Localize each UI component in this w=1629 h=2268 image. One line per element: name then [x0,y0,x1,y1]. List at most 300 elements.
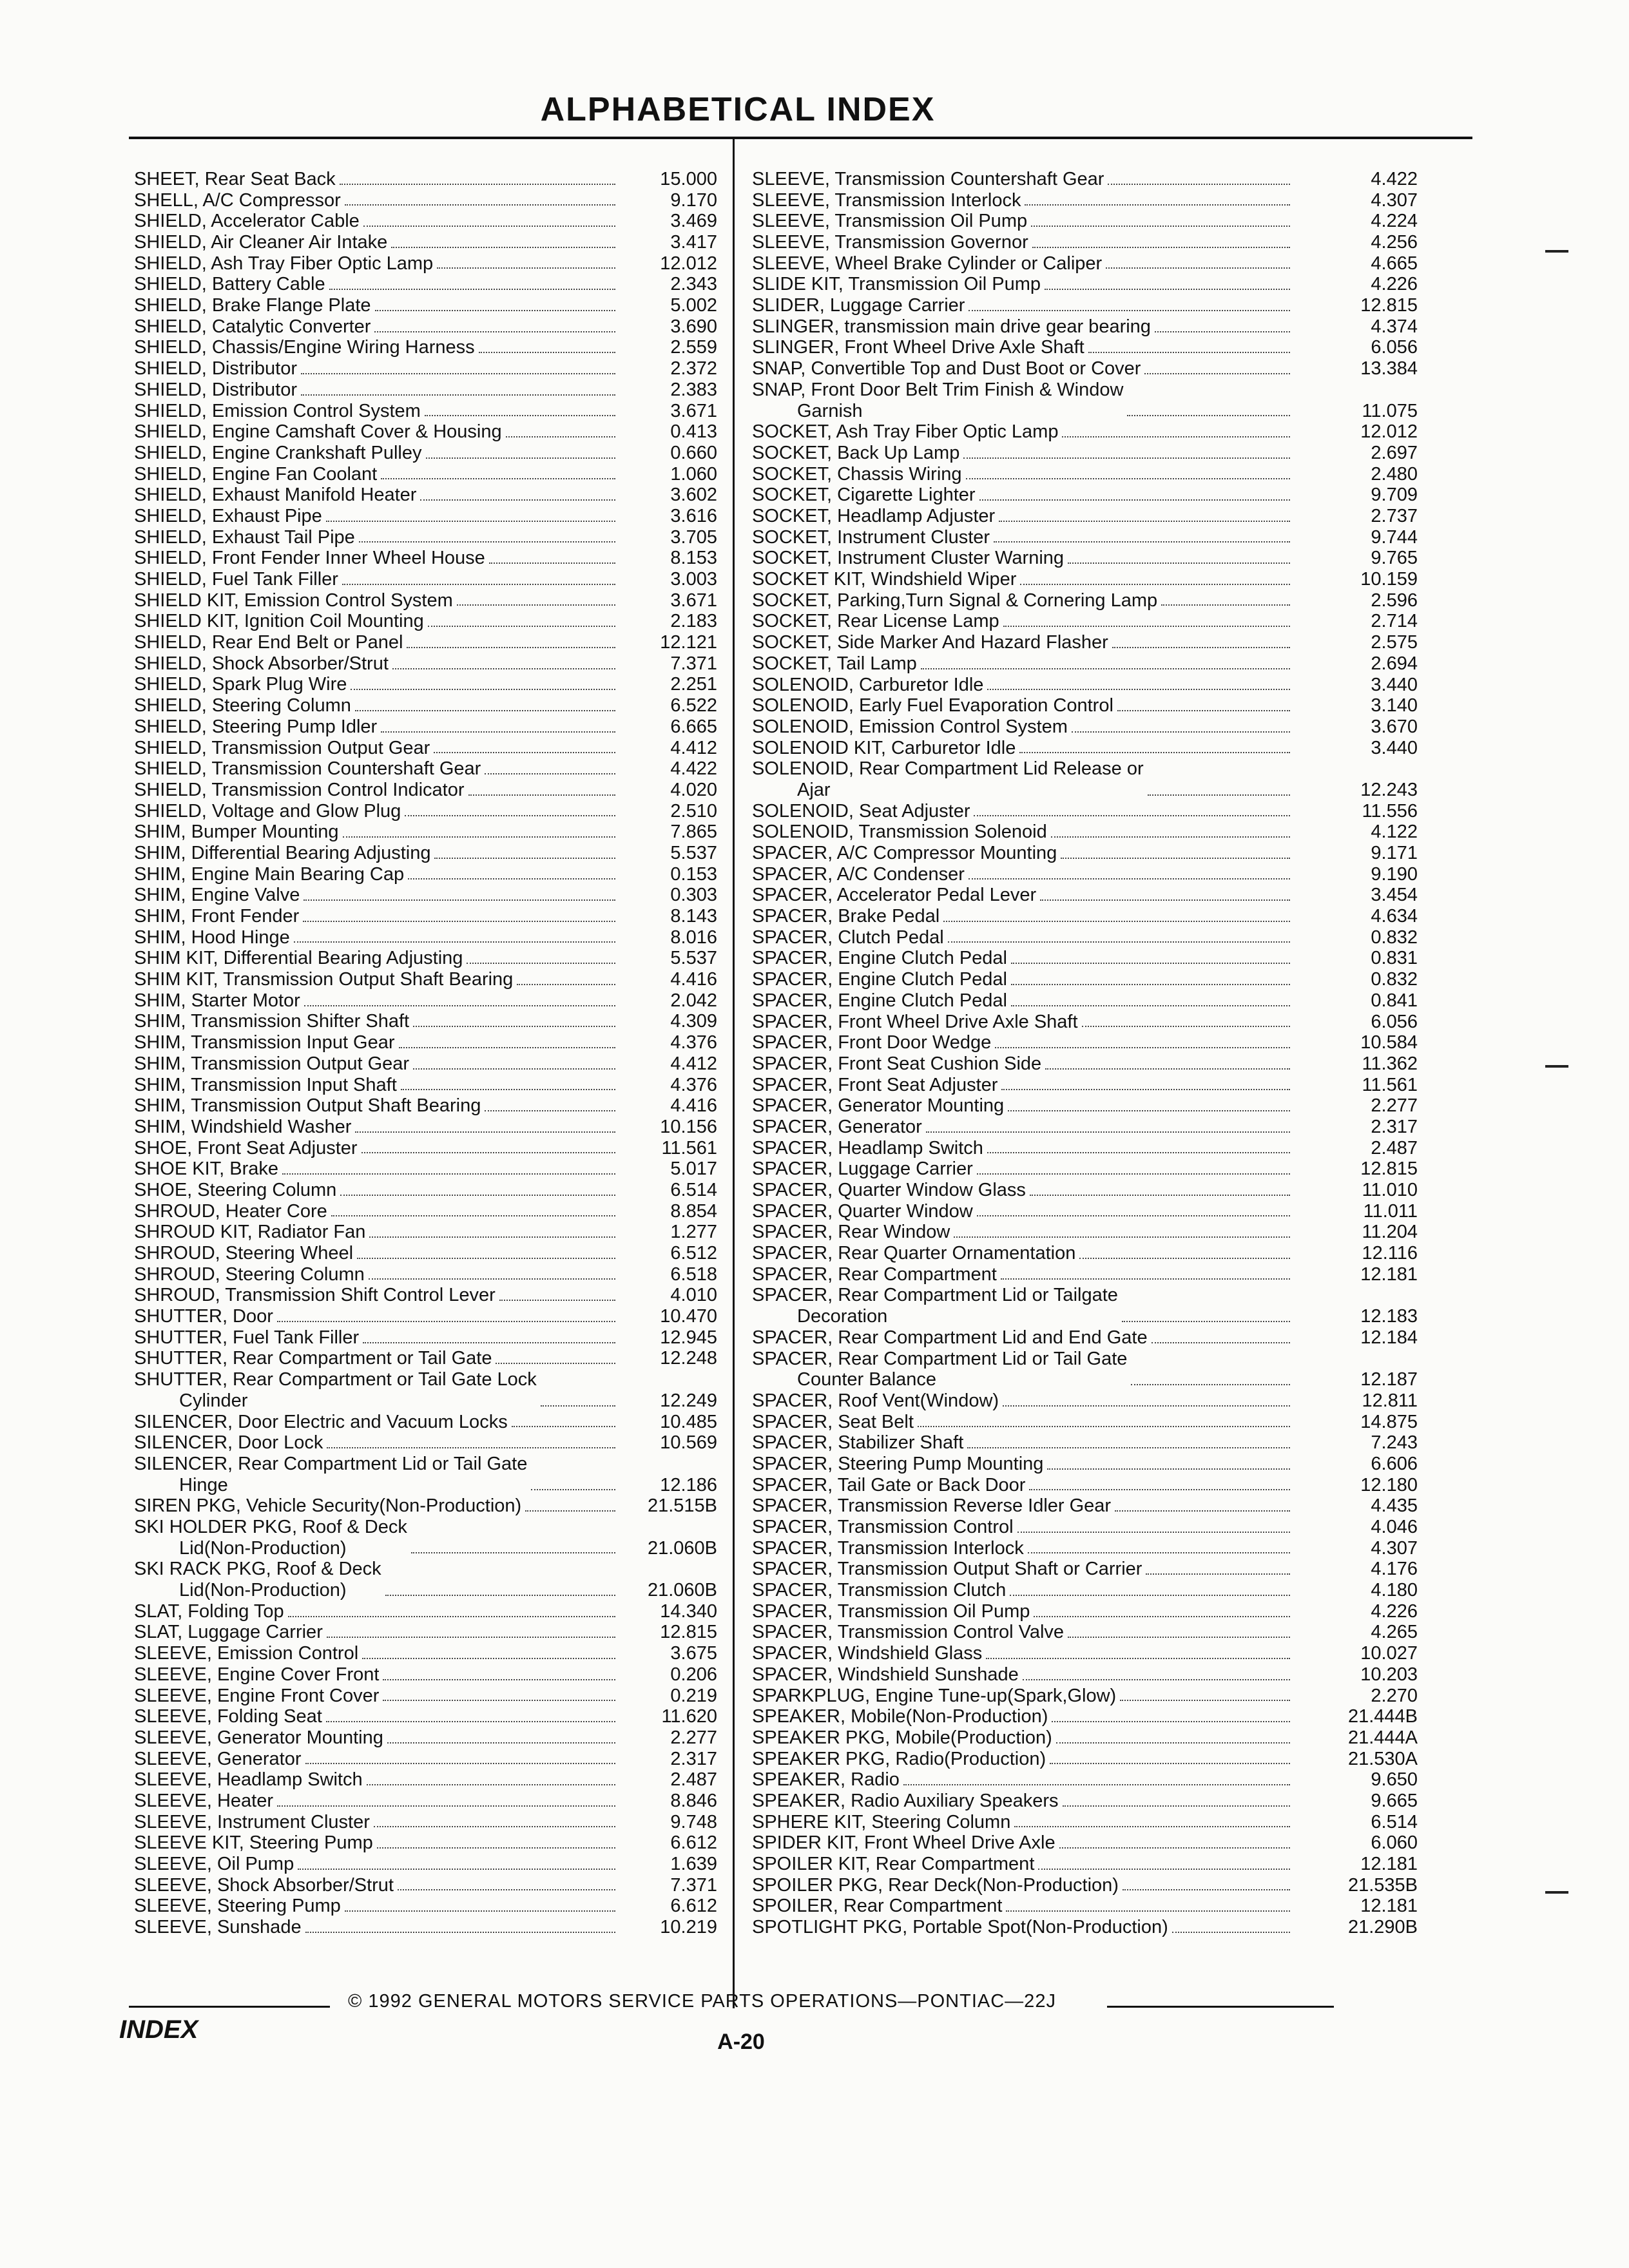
entry-name: SPOILER, Rear Compartment [752,1896,1003,1917]
index-entry [752,927,1418,948]
entry-page-ref: 9.650 [1371,1769,1418,1791]
index-entry [752,1432,1418,1454]
dot-leader [499,1300,615,1301]
dot-leader [357,1258,615,1259]
dot-leader [401,1089,615,1090]
index-entry [134,485,717,506]
dot-leader [1131,1384,1290,1385]
entry-page-ref: 0.206 [670,1664,717,1685]
entry-name: SHIM, Transmission Shifter Shaft [134,1011,410,1032]
entry-page-ref: 13.384 [1360,358,1418,380]
index-entry [752,1832,1418,1854]
index-entry [752,1791,1418,1812]
entry-page-ref: 0.219 [670,1685,717,1706]
dot-leader [305,1932,615,1933]
entry-page-ref: 12.012 [1360,421,1418,443]
index-entry [752,1285,1418,1327]
entry-name: SLEEVE, Shock Absorber/Strut [134,1874,394,1896]
entry-page-ref: 3.454 [1371,885,1418,906]
index-entry [752,548,1418,569]
entry-page-ref: 6.060 [1371,1832,1418,1854]
dot-leader [411,1552,615,1553]
entry-name: SOCKET, Side Marker And Hazard Flasher [752,632,1108,653]
entry-page-ref: 6.612 [670,1832,717,1854]
entry-page-ref: 4.122 [1371,822,1418,843]
entry-page-ref: 10.569 [660,1432,717,1454]
dot-leader [1108,184,1290,185]
index-entry [752,1875,1418,1896]
entry-name: SHIELD, Exhaust Manifold Heater [134,485,417,506]
entry-page-ref: 2.487 [670,1769,717,1791]
index-entry [752,1706,1418,1727]
entry-name: SHIELD, Ash Tray Fiber Optic Lamp [134,253,434,274]
entry-name: SPACER, Engine Clutch Pedal [752,990,1008,1011]
dot-leader [304,1005,615,1006]
dot-leader [531,1489,615,1490]
index-entry [752,843,1418,864]
dot-leader [994,541,1290,543]
index-entry [752,380,1418,421]
dot-leader [987,1152,1290,1153]
margin-tick [1545,1891,1568,1894]
dot-leader [468,794,615,796]
dot-leader [301,373,615,374]
entry-name: SILENCER, Door Lock [134,1432,323,1454]
dot-leader [345,204,615,206]
index-entry [752,211,1418,232]
entry-page-ref: 6.056 [1371,1011,1418,1032]
index-entry [134,295,717,316]
dot-leader [489,562,615,564]
dot-leader [943,921,1290,922]
entry-name [134,1559,381,1600]
entry-page-ref: 4.376 [670,1074,717,1095]
entry-page-ref: 10.584 [1360,1032,1418,1053]
index-entry [134,1158,717,1180]
dot-leader [428,626,615,627]
dot-leader [1068,1637,1290,1638]
index-column-right [752,169,1418,1938]
column-divider [733,137,735,2008]
index-entry [134,1727,717,1749]
dot-leader [1072,731,1290,733]
entry-page-ref: 6.056 [1371,337,1418,358]
entry-name: SHIELD, Front Fender Inner Wheel House [134,548,485,569]
dot-leader [1034,1616,1290,1617]
entry-page-ref: 15.000 [660,168,717,189]
entry-page-ref: 4.046 [1371,1517,1418,1538]
entry-page-ref: 9.744 [1371,526,1418,548]
dot-leader [496,1363,615,1364]
entry-name: SLEEVE, Generator [134,1748,302,1769]
entry-page-ref: 6.518 [670,1264,717,1285]
entry-page-ref: 3.602 [670,485,717,506]
dot-leader [387,1742,615,1744]
dot-leader [282,1173,615,1175]
entry-name: SHIM KIT, Transmission Output Shaft Bearing [134,969,514,990]
dot-leader [1045,1068,1290,1070]
entry-name [752,1349,1127,1390]
entry-page-ref: 21.515B [647,1495,717,1517]
index-entry [752,885,1418,906]
entry-page-ref: 0.153 [670,863,717,885]
entry-page-ref: 1.277 [670,1222,717,1243]
entry-page-ref: 12.121 [660,632,717,653]
dot-leader [407,647,615,648]
index-entry [134,1643,717,1664]
index-entry [134,464,717,485]
entry-name: SHIM, Differential Bearing Adjusting [134,842,431,863]
entry-name: SOCKET, Headlamp Adjuster [752,506,996,526]
entry-page-ref: 3.440 [1371,737,1418,758]
entry-name: SHIELD, Shock Absorber/Strut [134,653,389,674]
entry-page-ref: 3.469 [670,211,717,232]
index-entry [134,338,717,359]
entry-page-ref: 4.020 [670,779,717,800]
entry-name: SPACER, Windshield Glass [752,1643,983,1664]
index-entry [134,1327,717,1349]
entry-name: SOCKET, Instrument Cluster Warning [752,548,1065,569]
entry-page-ref: 10.156 [660,1116,717,1137]
dot-leader [969,878,1290,879]
entry-name: SHOE, Front Seat Adjuster [134,1137,358,1158]
entry-page-ref: 4.634 [1371,906,1418,927]
dot-leader [1010,1595,1290,1596]
entry-name: SLEEVE KIT, Steering Pump [134,1832,373,1854]
entry-page-ref: 2.596 [1371,590,1418,611]
index-entry [752,758,1418,800]
entry-page-ref: 12.186 [660,1474,717,1495]
entry-page-ref: 8.016 [670,927,717,948]
index-entry [134,611,717,632]
dot-leader [517,984,615,985]
entry-name: SLINGER, Front Wheel Drive Axle Shaft [752,337,1084,358]
index-entry [752,1495,1418,1517]
dot-leader [327,1637,615,1638]
entry-name: SOCKET, Ash Tray Fiber Optic Lamp [752,421,1059,443]
dot-leader [363,226,615,227]
dot-leader [977,1215,1290,1216]
entry-name: SPACER, Rear Compartment [752,1264,997,1285]
index-entry [134,1664,717,1686]
index-entry [752,527,1418,548]
dot-leader [355,710,615,711]
entry-page-ref: 9.665 [1371,1790,1418,1811]
entry-name [134,1517,407,1559]
entry-name: SOCKET, Instrument Cluster [752,526,990,548]
index-entry [134,695,717,716]
dot-leader [1011,963,1290,964]
entry-page-ref: 0.413 [670,421,717,443]
entry-page-ref: 21.530A [1347,1748,1418,1769]
entry-name: SHOE KIT, Brake [134,1158,279,1180]
page-number: A-20 [717,2030,765,2054]
dot-leader [1148,794,1290,796]
entry-page-ref: 2.714 [1371,611,1418,632]
index-entry [134,590,717,611]
entry-page-ref: 2.383 [670,379,717,400]
entry-name: SHIELD, Battery Cable [134,274,325,295]
entry-page-ref: 12.116 [1362,1243,1418,1264]
entry-name: SPACER, Transmission Reverse Idler Gear [752,1495,1112,1517]
entry-page-ref: 3.440 [1371,674,1418,695]
entry-name: SPOTLIGHT PKG, Portable Spot(Non-Production) [752,1917,1168,1938]
entry-page-ref: 12.187 [1360,1369,1418,1390]
entry-name: SPACER, Rear Quarter Ornamentation [752,1243,1076,1264]
entry-name: SPACER, Front Seat Adjuster [752,1074,998,1095]
index-entry [134,316,717,338]
entry-name: SPACER, Stabilizer Shaft [752,1432,964,1454]
entry-name: SILENCER, Door Electric and Vacuum Locks [134,1411,508,1432]
dot-leader [918,1426,1290,1427]
index-entry [752,338,1418,359]
entry-name: SHIELD, Accelerator Cable [134,211,360,232]
dot-leader [1011,984,1290,985]
index-entry [752,969,1418,990]
entry-page-ref: 0.841 [1371,990,1418,1011]
index-entry [134,380,717,401]
entry-name: SHIM, Bumper Mounting [134,822,339,843]
entry-page-ref: 8.143 [670,906,717,927]
dot-leader [383,1679,615,1680]
entry-name: SHROUD, Heater Core [134,1200,327,1222]
entry-name: SLINGER, transmission main drive gear bearing [752,316,1151,337]
index-entry [134,927,717,948]
entry-page-ref: 12.181 [1360,1896,1418,1917]
dot-leader [331,1215,615,1216]
entry-page-ref: 12.012 [660,253,717,274]
entry-name: SHIM, Transmission Output Shaft Bearing [134,1095,481,1117]
index-entry [752,738,1418,759]
dot-leader [1047,1468,1290,1470]
entry-name: SPEAKER PKG, Radio(Production) [752,1748,1046,1769]
dot-leader [1001,1278,1290,1280]
dot-leader [1031,226,1290,227]
entry-name: SPACER, Headlamp Switch [752,1137,983,1158]
entry-name: SOLENOID, Transmission Solenoid [752,822,1047,843]
entry-page-ref: 11.620 [661,1706,717,1727]
index-entry [134,716,717,738]
index-entry [752,1180,1418,1201]
entry-name: SLIDE KIT, Transmission Oil Pump [752,274,1041,295]
entry-name-continuation: Lid(Non-Production) [179,1580,347,1601]
entry-name-continuation: Lid(Non-Production) [179,1537,347,1559]
entry-page-ref: 3.417 [670,232,717,253]
entry-page-ref: 4.309 [670,1011,717,1032]
entry-page-ref: 2.487 [1371,1137,1418,1158]
entry-page-ref: 4.665 [1371,253,1418,274]
entry-page-ref: 3.003 [670,569,717,590]
index-entry [752,1075,1418,1096]
entry-page-ref: 2.270 [1371,1685,1418,1706]
entry-name: SHIELD, Spark Plug Wire [134,674,347,695]
dot-leader [974,815,1290,816]
entry-page-ref: 12.815 [1360,1158,1418,1180]
section-label: INDEX [119,2015,198,2044]
entry-name: SHOE, Steering Column [134,1179,337,1200]
entry-page-ref: 2.697 [1371,442,1418,463]
entry-name: SHIELD, Air Cleaner Air Intake [134,232,388,253]
index-entry [134,1180,717,1201]
dot-leader [288,1616,615,1617]
entry-name: SPACER, A/C Condenser [752,863,965,885]
entry-page-ref: 2.042 [670,990,717,1011]
dot-leader [1052,1721,1290,1722]
dot-leader [381,478,615,479]
entry-name: SLEEVE, Engine Front Cover [134,1685,380,1706]
index-entry [134,738,717,759]
index-entry [134,1854,717,1875]
index-entry [134,1769,717,1791]
index-entry [752,232,1418,253]
entry-name: SOLENOID, Emission Control System [752,716,1068,737]
entry-page-ref: 6.612 [670,1896,717,1917]
dot-leader [1112,647,1290,648]
entry-name: SHIELD, Transmission Output Gear [134,737,430,758]
entry-page-ref: 4.376 [670,1032,717,1053]
entry-page-ref: 4.010 [670,1285,717,1306]
entry-page-ref: 9.171 [1371,843,1418,864]
dot-leader [342,584,615,585]
entry-page-ref: 4.412 [670,737,717,758]
dot-leader [277,1805,615,1807]
index-entry [752,358,1418,380]
entry-name: SPACER, Rear Compartment Lid and End Gate [752,1327,1148,1348]
index-entry [134,1285,717,1306]
entry-page-ref: 0.831 [1371,948,1418,969]
entry-page-ref: 4.412 [670,1053,717,1074]
index-entry [134,906,717,927]
entry-page-ref: 2.317 [1371,1116,1418,1137]
dot-leader [1045,289,1290,290]
entry-name-continuation: Decoration [797,1306,888,1327]
entry-name: SHIM, Hood Hinge [134,927,290,948]
dot-leader [391,247,615,248]
dot-leader [340,1195,615,1196]
entry-name: SPACER, Transmission Output Shaft or Carrier [752,1559,1142,1580]
entry-name: SHELL, A/C Compressor [134,189,341,211]
dot-leader [1029,1489,1290,1490]
dot-leader [408,878,615,879]
entry-page-ref: 9.748 [670,1811,717,1832]
dot-leader [362,1658,615,1659]
index-entry [134,548,717,569]
index-entry [134,1201,717,1222]
entry-page-ref: 3.690 [670,316,717,337]
entry-page-ref: 21.535B [1347,1874,1418,1896]
index-entry [752,1475,1418,1496]
entry-name: SHIELD, Transmission Countershaft Gear [134,758,481,780]
entry-page-ref: 2.251 [670,674,717,695]
entry-page-ref: 11.075 [1362,400,1418,421]
dot-leader [345,1910,615,1912]
entry-page-ref: 4.422 [670,758,717,780]
index-entry [752,506,1418,527]
dot-leader [512,1426,615,1427]
dot-leader [541,1405,615,1407]
entry-name-line: SKI RACK PKG, Roof & Deck [134,1559,381,1580]
entry-name: SOLENOID KIT, Carburetor Idle [752,737,1016,758]
index-entry [134,1917,717,1938]
entry-name: SHIELD, Engine Fan Coolant [134,463,378,485]
footer-rule-right [1107,2006,1334,2008]
entry-name: SPACER, Transmission Control [752,1517,1014,1538]
entry-name-continuation: Garnish [797,400,863,421]
index-entry [134,232,717,253]
entry-name: SPACER, Brake Pedal [752,906,940,927]
index-entry [134,1053,717,1075]
index-entry [134,1306,717,1327]
entry-page-ref: 11.011 [1363,1200,1418,1222]
index-entry [752,611,1418,632]
entry-page-ref: 4.265 [1371,1622,1418,1643]
dot-leader [385,1595,615,1596]
entry-page-ref: 12.183 [1360,1306,1418,1327]
index-entry [134,421,717,443]
entry-page-ref: 21.444B [1347,1706,1418,1727]
dot-leader [294,941,615,943]
entry-page-ref: 2.343 [670,274,717,295]
entry-page-ref: 6.606 [1371,1453,1418,1474]
entry-page-ref: 2.575 [1371,632,1418,653]
dot-leader [479,352,615,353]
dot-leader [1079,1258,1290,1259]
dot-leader [363,1342,615,1343]
dot-leader [413,1026,615,1027]
index-entry [752,675,1418,696]
dot-leader [457,604,615,606]
entry-page-ref: 12.181 [1360,1264,1418,1285]
dot-leader [369,1236,615,1238]
dot-leader [1144,373,1290,374]
dot-leader [1161,604,1290,606]
index-entry [134,843,717,864]
dot-leader [1032,247,1290,248]
entry-page-ref: 12.243 [1360,779,1418,800]
entry-name: SPACER, Luggage Carrier [752,1158,973,1180]
entry-name: SHIELD, Distributor [134,358,298,380]
entry-page-ref: 4.226 [1371,1600,1418,1622]
dot-leader [405,815,615,816]
index-entry [752,906,1418,927]
entry-page-ref: 2.737 [1371,506,1418,526]
entry-page-ref: 4.307 [1371,1537,1418,1559]
entry-name: SOCKET, Rear License Lamp [752,611,999,632]
index-entry [752,1664,1418,1686]
entry-page-ref: 3.670 [1371,716,1418,737]
index-entry [752,1686,1418,1707]
dot-leader [1106,267,1290,269]
entry-name: SLEEVE, Transmission Oil Pump [752,211,1028,232]
index-entry [752,569,1418,590]
index-entry [752,1095,1418,1117]
entry-name: SHIM, Transmission Output Gear [134,1053,410,1074]
entry-name: SNAP, Convertible Top and Dust Boot or Cover [752,358,1141,380]
entry-page-ref: 14.340 [660,1600,717,1622]
entry-name: SHUTTER, Rear Compartment or Tail Gate [134,1348,492,1369]
index-entry [134,864,717,885]
index-entry [752,464,1418,485]
dot-leader [369,1278,615,1280]
dot-leader [903,1784,1290,1785]
dot-leader [359,541,615,543]
entry-page-ref: 4.374 [1371,316,1418,337]
entry-name: SOCKET KIT, Windshield Wiper [752,569,1017,590]
entry-page-ref: 3.671 [670,590,717,611]
entry-name: SHIELD, Emission Control System [134,400,421,421]
entry-name: SPACER, Engine Clutch Pedal [752,969,1008,990]
entry-name: SPEAKER, Mobile(Non-Production) [752,1706,1048,1727]
